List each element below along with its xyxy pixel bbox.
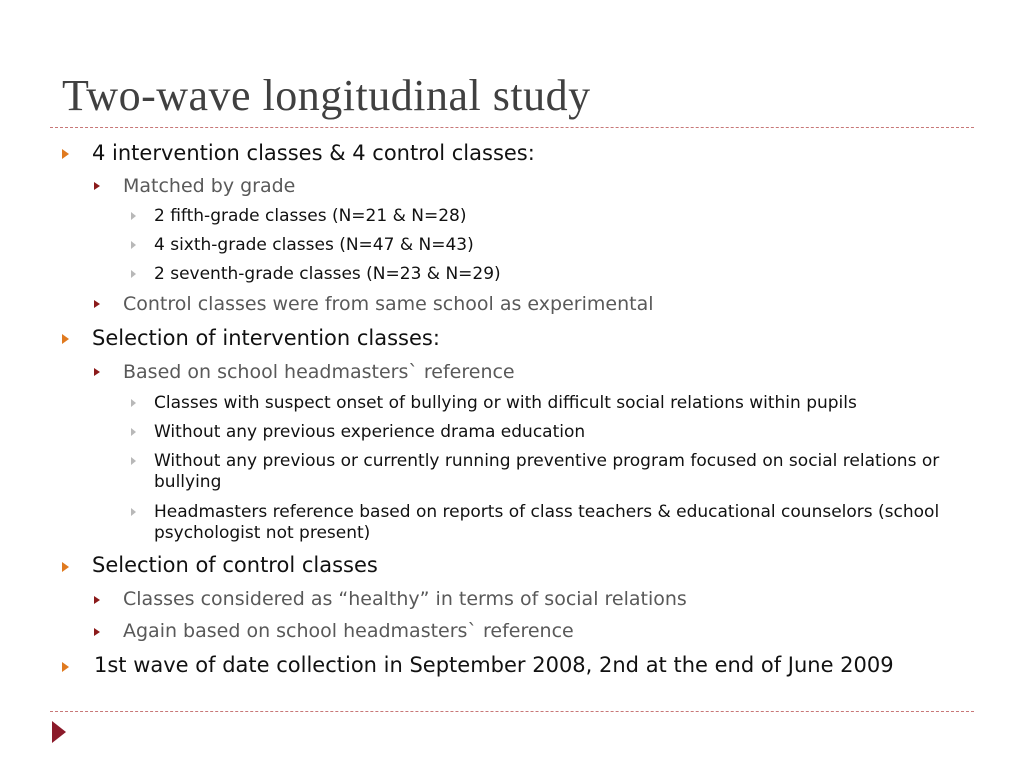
- bullet-text-level1: 4 intervention classes & 4 control classes:: [92, 141, 535, 165]
- bullet-text-level2: Again based on school headmasters` reference: [123, 620, 574, 642]
- bullet-text-level1: Selection of intervention classes:: [92, 326, 440, 350]
- bullet-text-level2: Classes considered as “healthy” in terms of social relations: [123, 588, 687, 610]
- bullet-icon: [131, 399, 136, 407]
- bullet-text-level3: 4 sixth-grade classes (N=47 & N=43): [154, 235, 474, 255]
- bullet-text-level1: Selection of control classes: [92, 553, 378, 577]
- slide-title: Two-wave longitudinal study: [62, 71, 591, 120]
- bullet-text-level3: 2 fifth-grade classes (N=21 & N=28): [154, 206, 467, 226]
- bullet-text-level2: Control classes were from same school as experimental: [123, 293, 654, 315]
- bullet-icon: [62, 662, 69, 672]
- footer-divider: [50, 711, 974, 712]
- bullet-text-level3: Without any previous experience drama education: [154, 422, 586, 442]
- bullet-icon: [131, 508, 136, 516]
- bullet-icon: [131, 457, 136, 465]
- bullet-text-level3: Classes with suspect onset of bullying or with difficult social relations within pupils: [154, 393, 857, 413]
- bullet-icon: [62, 562, 69, 572]
- bullet-icon: [94, 628, 100, 636]
- bullet-text-level2: Based on school headmasters` reference: [123, 361, 515, 383]
- bullet-icon: [94, 300, 100, 308]
- bullet-text-level3: 2 seventh-grade classes (N=23 & N=29): [154, 264, 501, 284]
- bullet-text-level3: Without any previous or currently running preventive program focused on social relations or bullying: [154, 451, 940, 492]
- bullet-icon: [62, 149, 69, 159]
- bullet-icon: [131, 270, 136, 278]
- bullet-icon: [94, 182, 100, 190]
- bullet-icon: [131, 241, 136, 249]
- play-arrow-icon: [52, 721, 66, 743]
- bullet-text-level3: Headmasters reference based on reports of class teachers & educational counselors (school psychologist not present): [154, 502, 940, 543]
- bullet-icon: [94, 368, 100, 376]
- bullet-icon: [94, 596, 100, 604]
- bullet-icon: [131, 212, 136, 220]
- bullet-text-level2: Matched by grade: [123, 175, 296, 197]
- bullet-icon: [131, 428, 136, 436]
- bullet-text-level1: 1st wave of date collection in September 2008, 2nd at the end of June 2009: [94, 653, 894, 677]
- bullet-icon: [62, 334, 69, 344]
